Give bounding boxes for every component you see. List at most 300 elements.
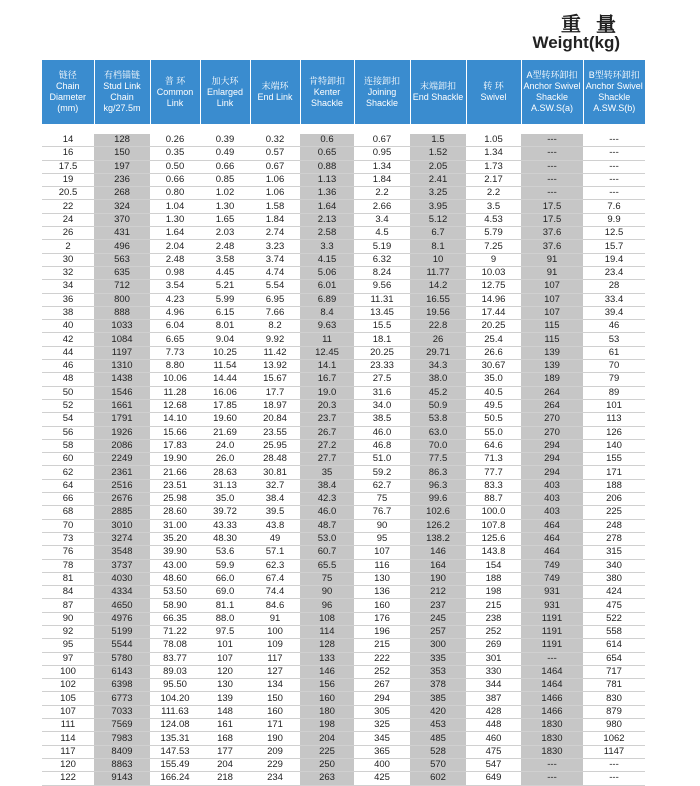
table-cell: 65.5 <box>300 559 354 572</box>
table-cell: 75 <box>300 572 354 585</box>
table-cell: 139 <box>521 360 583 373</box>
table-cell: 19.60 <box>200 413 250 426</box>
table-cell: 270 <box>521 426 583 439</box>
table-cell: 120 <box>200 665 250 678</box>
table-cell: 99.6 <box>410 493 466 506</box>
table-cell: 55.0 <box>466 426 521 439</box>
table-cell: 3.4 <box>354 213 410 226</box>
table-cell: 14.2 <box>410 280 466 293</box>
table-cell: 204 <box>200 758 250 771</box>
table-cell: 1830 <box>521 745 583 758</box>
table-cell: 91 <box>250 612 300 625</box>
table-cell: 464 <box>521 519 583 532</box>
table-cell: 496 <box>94 240 150 253</box>
table-cell: 70.0 <box>410 439 466 452</box>
table-cell: 1062 <box>583 732 645 745</box>
table-cell: 48 <box>42 373 94 386</box>
table-cell: 345 <box>354 732 410 745</box>
table-cell: 107 <box>42 705 94 718</box>
table-cell: 14.10 <box>150 413 200 426</box>
table-cell: 28.60 <box>150 506 200 519</box>
table-cell: 11.31 <box>354 293 410 306</box>
table-cell: 14.44 <box>200 373 250 386</box>
table-cell: 315 <box>583 546 645 559</box>
table-cell: 8409 <box>94 745 150 758</box>
table-row <box>42 732 645 745</box>
table-cell: 176 <box>354 612 410 625</box>
table-cell: 22.8 <box>410 320 466 333</box>
table-cell: 87 <box>42 599 94 612</box>
table-cell: 126.2 <box>410 519 466 532</box>
table-cell: 250 <box>300 758 354 771</box>
table-cell: 5780 <box>94 652 150 665</box>
column-header-en: Common Link <box>156 86 194 108</box>
table-cell: 2.48 <box>200 240 250 253</box>
table-cell: 215 <box>466 599 521 612</box>
table-cell: 294 <box>521 466 583 479</box>
table-cell: 1464 <box>521 665 583 678</box>
table-cell: 305 <box>354 705 410 718</box>
table-cell: 189 <box>521 373 583 386</box>
table-cell: 70 <box>42 519 94 532</box>
table-cell: 64 <box>42 479 94 492</box>
table-cell: 28.63 <box>200 466 250 479</box>
table-cell: 370 <box>94 213 150 226</box>
table-cell: --- <box>583 772 645 785</box>
table-cell: 100 <box>250 625 300 638</box>
table-cell: 198 <box>466 586 521 599</box>
table-cell: 2249 <box>94 453 150 466</box>
table-cell: 59.2 <box>354 466 410 479</box>
table-cell: 90 <box>300 586 354 599</box>
table-cell: 17.5 <box>521 200 583 213</box>
table-row <box>42 187 645 200</box>
table-cell: --- <box>583 187 645 200</box>
header-gap-cell <box>42 124 645 134</box>
table-cell: 3.58 <box>200 253 250 266</box>
table-cell: 40.5 <box>466 386 521 399</box>
table-cell: 9.04 <box>200 333 250 346</box>
table-cell: 13.92 <box>250 360 300 373</box>
table-cell: 133 <box>300 652 354 665</box>
table-row <box>42 625 645 638</box>
table-row <box>42 559 645 572</box>
table-cell: 4.96 <box>150 306 200 319</box>
table-cell: 35.20 <box>150 532 200 545</box>
table-cell: 12.45 <box>300 346 354 359</box>
table-cell: 154 <box>466 559 521 572</box>
table-cell: 0.6 <box>300 134 354 147</box>
table-cell: 138.2 <box>410 532 466 545</box>
table-cell: 53.50 <box>150 586 200 599</box>
table-row <box>42 679 645 692</box>
table-row <box>42 320 645 333</box>
table-cell: 101 <box>583 399 645 412</box>
table-cell: 15.67 <box>250 373 300 386</box>
table-cell: 2.48 <box>150 253 200 266</box>
table-cell: 547 <box>466 758 521 771</box>
table-cell: 27.7 <box>300 453 354 466</box>
column-header-cn: 链径 <box>58 70 77 80</box>
table-cell: 79 <box>583 373 645 386</box>
table-cell: 236 <box>94 173 150 186</box>
table-cell: 300 <box>410 639 466 652</box>
table-row <box>42 293 645 306</box>
table-row <box>42 373 645 386</box>
table-cell: 1791 <box>94 413 150 426</box>
table-cell: 225 <box>583 506 645 519</box>
table-cell: 91 <box>521 253 583 266</box>
table-cell: 76.7 <box>354 506 410 519</box>
table-row <box>42 213 645 226</box>
table-cell: 4.74 <box>250 266 300 279</box>
table-cell: 107 <box>354 546 410 559</box>
table-cell: 1310 <box>94 360 150 373</box>
table-cell: 1464 <box>521 679 583 692</box>
table-cell: 1.05 <box>466 134 521 147</box>
table-cell: 7033 <box>94 705 150 718</box>
table-cell: 3737 <box>94 559 150 572</box>
column-header <box>250 60 300 124</box>
table-cell: 35 <box>300 466 354 479</box>
table-cell: 161 <box>200 719 250 732</box>
table-cell: 712 <box>94 280 150 293</box>
column-header <box>521 60 583 124</box>
table-cell: 177 <box>200 745 250 758</box>
table-cell: 9.56 <box>354 280 410 293</box>
table-cell: 1191 <box>521 625 583 638</box>
table-cell: 3548 <box>94 546 150 559</box>
table-row <box>42 280 645 293</box>
table-cell: 400 <box>354 758 410 771</box>
table-cell: 8.80 <box>150 360 200 373</box>
column-header-en: End Link <box>257 92 293 102</box>
table-cell: 3.25 <box>410 187 466 200</box>
table-cell: 19 <box>42 173 94 186</box>
table-cell: 649 <box>466 772 521 785</box>
table-cell: 428 <box>466 705 521 718</box>
column-header-en: End Shackle <box>412 92 464 102</box>
table-cell: 830 <box>583 692 645 705</box>
table-row <box>42 572 645 585</box>
column-header-cn: 肯特卸扣 <box>308 75 345 86</box>
table-cell: 4.45 <box>200 266 250 279</box>
table-cell: 558 <box>583 625 645 638</box>
table-row <box>42 360 645 373</box>
table-cell: 453 <box>410 719 466 732</box>
table-cell: 190 <box>410 572 466 585</box>
table-cell: 1.64 <box>150 227 200 240</box>
table-cell: 35.0 <box>200 493 250 506</box>
table-cell: 2.13 <box>300 213 354 226</box>
table-cell: 3.74 <box>250 253 300 266</box>
table-cell: 6.32 <box>354 253 410 266</box>
table-cell: 19.90 <box>150 453 200 466</box>
table-cell: 6.65 <box>150 333 200 346</box>
table-cell: 1191 <box>521 639 583 652</box>
table-cell: 12.75 <box>466 280 521 293</box>
table-cell: 39.4 <box>583 306 645 319</box>
table-cell: 229 <box>250 758 300 771</box>
table-cell: 23.51 <box>150 479 200 492</box>
table-cell: --- <box>583 758 645 771</box>
table-cell: 45.2 <box>410 386 466 399</box>
table-cell: 19.4 <box>583 253 645 266</box>
table-cell: 16.7 <box>300 373 354 386</box>
column-header <box>466 60 521 124</box>
table-cell: 0.65 <box>300 147 354 160</box>
table-cell: 21.66 <box>150 466 200 479</box>
table-cell: 46 <box>42 360 94 373</box>
table-cell: 146 <box>410 546 466 559</box>
table-cell: 101 <box>200 639 250 652</box>
table-cell: 140 <box>583 439 645 452</box>
table-cell: 70 <box>583 360 645 373</box>
table-cell: 1.84 <box>354 173 410 186</box>
table-cell: 15.5 <box>354 320 410 333</box>
table-cell: 2 <box>42 240 94 253</box>
table-cell: 61 <box>583 346 645 359</box>
table-cell: 1438 <box>94 373 150 386</box>
table-cell: 3.23 <box>250 240 300 253</box>
table-cell: 528 <box>410 745 466 758</box>
table-cell: 268 <box>94 187 150 200</box>
table-cell: 139 <box>521 346 583 359</box>
table-cell: 58.90 <box>150 599 200 612</box>
table-cell: 30.81 <box>250 466 300 479</box>
table-cell: 196 <box>354 625 410 638</box>
title-chinese: 重 量 <box>561 12 620 36</box>
table-cell: 53 <box>583 333 645 346</box>
column-header-en: Kenter Shackle <box>310 86 344 108</box>
table-cell: 60 <box>42 453 94 466</box>
table-cell: 3.54 <box>150 280 200 293</box>
table-cell: 122 <box>42 772 94 785</box>
table-cell: 7569 <box>94 719 150 732</box>
table-cell: 324 <box>94 200 150 213</box>
table-cell: 0.67 <box>250 160 300 173</box>
table-cell: 49 <box>250 532 300 545</box>
table-cell: 160 <box>250 705 300 718</box>
table-cell: 18.1 <box>354 333 410 346</box>
table-cell: 77.7 <box>466 466 521 479</box>
table-cell: 1466 <box>521 692 583 705</box>
table-cell: 46 <box>583 320 645 333</box>
table-cell: 30 <box>42 253 94 266</box>
table-cell: 20.25 <box>354 346 410 359</box>
table-cell: 15.66 <box>150 426 200 439</box>
column-header-en: Chain Diameter (mm) <box>49 81 86 113</box>
table-cell: 107 <box>521 280 583 293</box>
table-cell: 1.58 <box>250 200 300 213</box>
table-cell: 33.4 <box>583 293 645 306</box>
table-cell: 237 <box>410 599 466 612</box>
table-cell: 78.08 <box>150 639 200 652</box>
table-row <box>42 453 645 466</box>
table-cell: 168 <box>200 732 250 745</box>
column-header <box>354 60 410 124</box>
table-cell: 107 <box>521 306 583 319</box>
table-cell: 108 <box>300 612 354 625</box>
table-cell: 26.7 <box>300 426 354 439</box>
table-cell: 3.5 <box>466 200 521 213</box>
table-cell: 25.98 <box>150 493 200 506</box>
column-header-cn: A型转环卸扣 <box>526 70 578 80</box>
table-cell: 155 <box>583 453 645 466</box>
table-cell: 38 <box>42 306 94 319</box>
column-header-cn: B型转环卸扣 <box>588 70 640 80</box>
table-cell: 749 <box>521 559 583 572</box>
column-header <box>583 60 645 124</box>
table-cell: 54 <box>42 413 94 426</box>
table-cell: 57.1 <box>250 546 300 559</box>
table-row <box>42 240 645 253</box>
table-cell: 781 <box>583 679 645 692</box>
table-cell: 97 <box>42 652 94 665</box>
table-cell: 1466 <box>521 705 583 718</box>
table-cell: 1.64 <box>300 200 354 213</box>
table-cell: 8.2 <box>250 320 300 333</box>
table-cell: 90 <box>42 612 94 625</box>
table-cell: 27.5 <box>354 373 410 386</box>
table-cell: 19.56 <box>410 306 466 319</box>
table-cell: 385 <box>410 692 466 705</box>
table-cell: 475 <box>466 745 521 758</box>
table-cell: 6.15 <box>200 306 250 319</box>
table-cell: 1.36 <box>300 187 354 200</box>
table-cell: 42 <box>42 333 94 346</box>
table-cell: 0.49 <box>200 147 250 160</box>
table-cell: 11 <box>300 333 354 346</box>
table-cell: 1.34 <box>466 147 521 160</box>
table-cell: 74.4 <box>250 586 300 599</box>
table-cell: 1.02 <box>200 187 250 200</box>
table-cell: 160 <box>354 599 410 612</box>
table-cell: 39.90 <box>150 546 200 559</box>
table-cell: 257 <box>410 625 466 638</box>
table-row <box>42 692 645 705</box>
table-cell: 21.69 <box>200 426 250 439</box>
table-cell: 126 <box>583 426 645 439</box>
table-cell: 1.5 <box>410 134 466 147</box>
table-cell: 77.5 <box>410 453 466 466</box>
table-body <box>42 124 645 785</box>
column-header-en: Joining Shackle <box>365 86 399 108</box>
table-cell: 5.21 <box>200 280 250 293</box>
table-cell: 62.7 <box>354 479 410 492</box>
table-cell: 27.2 <box>300 439 354 452</box>
table-cell: 16 <box>42 147 94 160</box>
table-cell: 6143 <box>94 665 150 678</box>
table-cell: 135.31 <box>150 732 200 745</box>
column-header <box>94 60 150 124</box>
table-cell: 5.99 <box>200 293 250 306</box>
table-row <box>42 266 645 279</box>
table-cell: 13.45 <box>354 306 410 319</box>
table-cell: 26 <box>410 333 466 346</box>
table-cell: 198 <box>300 719 354 732</box>
table-cell: 62.3 <box>250 559 300 572</box>
table-cell: 109 <box>250 639 300 652</box>
table-row <box>42 532 645 545</box>
table-cell: 38.5 <box>354 413 410 426</box>
column-header-en: Stud Link Chain kg/27.5m <box>103 81 141 113</box>
table-cell: 15.7 <box>583 240 645 253</box>
table-cell: 0.88 <box>300 160 354 173</box>
column-header-cn: 转 环 <box>483 81 504 91</box>
table-cell: 36 <box>42 293 94 306</box>
table-cell: 53.6 <box>200 546 250 559</box>
table-cell: 105 <box>42 692 94 705</box>
table-cell: 464 <box>521 546 583 559</box>
table-cell: 92 <box>42 625 94 638</box>
table-cell: 10.25 <box>200 346 250 359</box>
table-cell: 6398 <box>94 679 150 692</box>
table-cell: 75 <box>354 493 410 506</box>
table-row <box>42 466 645 479</box>
table-cell: 2516 <box>94 479 150 492</box>
table-cell: 120 <box>42 758 94 771</box>
table-row <box>42 612 645 625</box>
table-cell: 4.15 <box>300 253 354 266</box>
table-cell: 10.06 <box>150 373 200 386</box>
table-cell: 38.0 <box>410 373 466 386</box>
table-cell: 387 <box>466 692 521 705</box>
table-cell: 403 <box>521 479 583 492</box>
table-row <box>42 346 645 359</box>
table-cell: 222 <box>354 652 410 665</box>
table-cell: 1197 <box>94 346 150 359</box>
table-cell: 1.30 <box>200 200 250 213</box>
table-cell: 0.35 <box>150 147 200 160</box>
table-row <box>42 333 645 346</box>
table-cell: 4030 <box>94 572 150 585</box>
table-cell: 12.68 <box>150 399 200 412</box>
table-cell: 104.20 <box>150 692 200 705</box>
table-cell: 0.32 <box>250 134 300 147</box>
table-cell: 263 <box>300 772 354 785</box>
table-cell: 43.00 <box>150 559 200 572</box>
table-cell: 37.6 <box>521 227 583 240</box>
table-cell: 6.04 <box>150 320 200 333</box>
table-cell: 190 <box>250 732 300 745</box>
table-cell: 7.6 <box>583 200 645 213</box>
table-cell: 31.6 <box>354 386 410 399</box>
table-cell: 67.4 <box>250 572 300 585</box>
table-cell: 0.67 <box>354 134 410 147</box>
table-cell: --- <box>583 173 645 186</box>
table-cell: 116 <box>354 559 410 572</box>
table-cell: 113 <box>583 413 645 426</box>
table-cell: --- <box>583 134 645 147</box>
table-cell: 16.06 <box>200 386 250 399</box>
column-header-cn: 加大环 <box>211 75 239 86</box>
table-cell: 5.12 <box>410 213 466 226</box>
table-cell: 270 <box>521 413 583 426</box>
table-row <box>42 200 645 213</box>
table-cell: 4.53 <box>466 213 521 226</box>
table-cell: 46.0 <box>354 426 410 439</box>
table-cell: 248 <box>583 519 645 532</box>
table-cell: 50 <box>42 386 94 399</box>
table-cell: 23.7 <box>300 413 354 426</box>
table-cell: 111.63 <box>150 705 200 718</box>
table-row <box>42 745 645 758</box>
table-cell: 100.0 <box>466 506 521 519</box>
table-cell: 40 <box>42 320 94 333</box>
table-cell: 5.79 <box>466 227 521 240</box>
table-cell: 76 <box>42 546 94 559</box>
